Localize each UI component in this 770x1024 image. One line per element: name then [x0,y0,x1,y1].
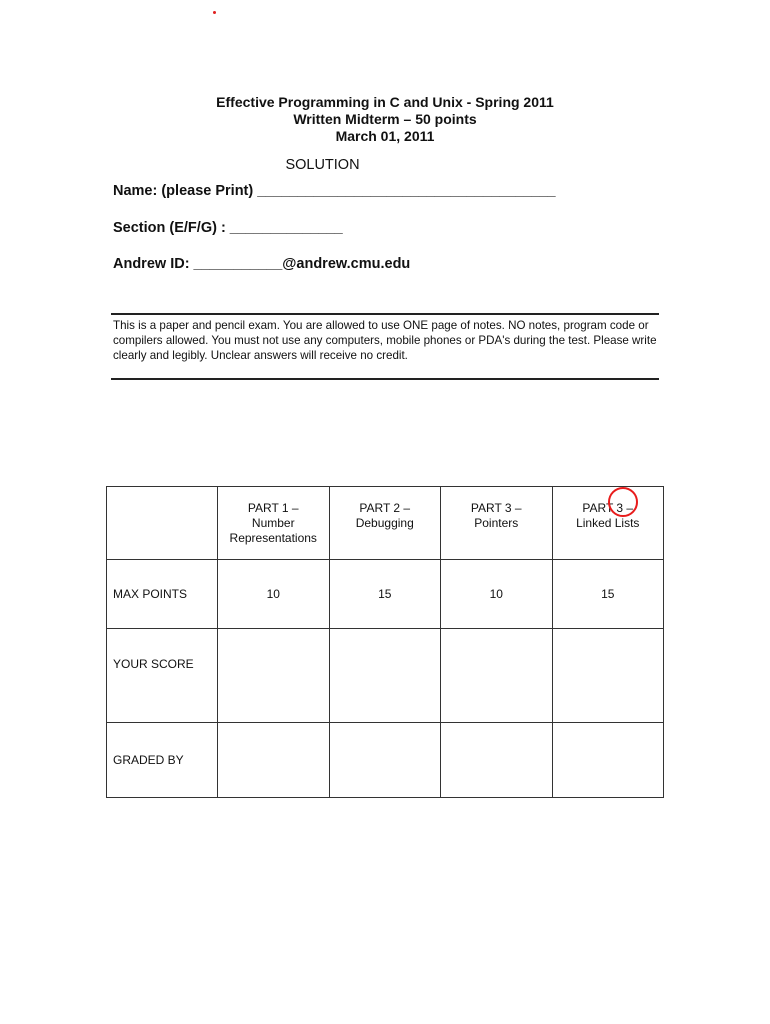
section-field: Section (E/F/G) : ______________ [113,220,343,236]
exam-instructions: This is a paper and pencil exam. You are allowed to use ONE page of notes. NO notes, program code or compilers allowed. You must not use any computers, mobile phones or PDA's during the test. Please write clearly and legibly. Unclear answers will receive no credit. [113,319,657,362]
part-3-linked-lists-max: 15 [552,560,664,629]
max-points-row [107,560,664,629]
your-score-label: YOUR SCORE [107,629,218,723]
part-3-pointers-header: PART 3 – Pointers [441,487,553,560]
solution-label: SOLUTION [285,157,360,173]
part-3-linked-lists-score-cell [552,629,664,723]
part-3-linked-lists-grader-cell [552,723,664,798]
part-2-header: PART 2 – Debugging [329,487,441,560]
part-1-score-cell [218,629,330,723]
blank-corner-cell [107,487,218,560]
red-mark-dot [213,11,216,14]
exam-title: Written Midterm – 50 points [293,111,477,127]
score-table [106,486,664,798]
part-1-max: 10 [218,560,330,629]
name-field: Name: (please Print) _____________________________________ [113,183,556,199]
graded-by-row [107,723,664,798]
score-table-header-row [107,487,664,560]
part-2-max: 15 [329,560,441,629]
course-title: Effective Programming in C and Unix - Spring 2011 [216,94,554,110]
part-3-pointers-grader-cell [441,723,553,798]
part-2-grader-cell [329,723,441,798]
max-points-label: MAX POINTS [107,560,218,629]
part-3-pointers-max: 10 [441,560,553,629]
andrew-id-field: Andrew ID: ___________@andrew.cmu.edu [113,256,411,272]
part-3-linked-lists-header: PART 3 – Linked Lists [552,487,664,560]
your-score-row [107,629,664,723]
instructions-bottom-rule [111,378,659,380]
part-1-grader-cell [218,723,330,798]
part-2-score-cell [329,629,441,723]
red-circle-annotation [608,487,638,517]
graded-by-label: GRADED BY [107,723,218,798]
exam-header [0,94,770,145]
instructions-top-rule [111,313,659,315]
part-1-header: PART 1 – Number Representations [218,487,330,560]
exam-date: March 01, 2011 [335,128,435,144]
part-3-pointers-score-cell [441,629,553,723]
